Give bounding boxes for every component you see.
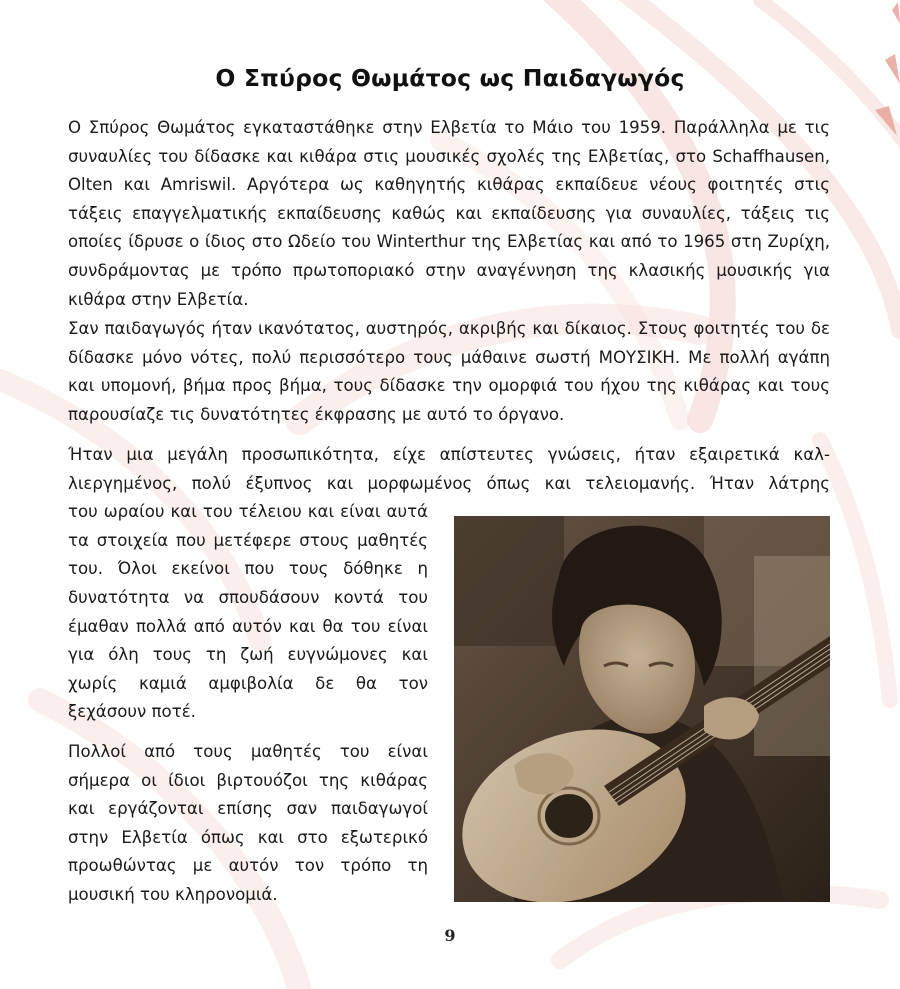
paragraph-3-rest: του ωραίου και του τέλειου και είναι αυτά τα στοιχεία που μετέφερε στους μαθητές του. Όλοι εκείνοι που τους δόθηκε η δυνατότητα να σπουδάσουν κοντά του έμαθαν πολλά από αυτόν και θα του είναι για όλη τους τη ζωή ευγνώμονες και χωρίς καμιά αμφιβολία δε θα τον ξεχάσουν ποτέ.: [68, 502, 428, 722]
paragraph-2: Σαν παιδαγωγός ήταν ικανότατος, αυστηρός, ακριβής και δίκαιος. Στους φοιτητές του δε δίδασκε μόνο νότες, πολύ περισσότερο τους μάθαινε σωστή ΜΟΥΣΙΚΗ. Με πολλή αγάπη και υπομονή, βήμα προς βήμα, τους δίδασκε την ομορφιά του ήχου της κιθάρας και τους παρουσίαζε τις δυνατότητες έκφρασης με αυτό το όργανο.: [68, 319, 830, 424]
page-title: Ο Σπύρος Θωμάτος ως Παιδαγωγός: [215, 64, 685, 92]
paragraph-3-line-1: Ήταν μια μεγάλη προσωπικότητα, είχε απίστευτες γνώσεις, ήταν εξαιρετικά καλ-: [68, 445, 830, 464]
paragraph-3-line-2: λιεργημένος, πολύ έξυπνος και μορφωμένος όπως και τελειομανής. Ήταν λάτρης: [68, 473, 830, 493]
page-number: 9: [444, 926, 456, 945]
guitarist-photo: [454, 516, 830, 902]
paragraph-1: Ο Σπύρος Θωμάτος εγκαταστάθηκε στην Ελβετία το Μάιο του 1959. Παράλληλα με τις συναυλίες του δίδασκε και κιθάρα στις μουσικές σχολές της Ελβετίας, στο Schaffhausen, Olten και Amriswil. Αργότερα ως καθηγητής κιθάρας εκπαίδευε νέους φοιτητές στις τάξεις επαγγελματικής εκπαίδευσης καθώς και εκπαίδευσης για συναυλίες, τάξεις τις οποίες ίδρυσε ο ίδιος στο Ωδείο του Winterthur της Ελβετίας και από το 1965 στη Ζυρίχη, συνδράμοντας με τρόπο πρωτοποριακό στην αναγέννηση της κλασικής μουσικής για κιθάρα στην Ελβετία.: [68, 118, 830, 309]
paragraph-4: Πολλοί από τους μαθητές του είναι σήμερα οι ίδιοι βιρτουόζοι της κιθάρας και εργάζονται επίσης σαν παιδαγωγοί στην Ελβετία όπως και στο εξωτερικό προωθώντας με αυτόν τον τρόπο τη μουσική του κληρονομιά.: [68, 742, 428, 904]
